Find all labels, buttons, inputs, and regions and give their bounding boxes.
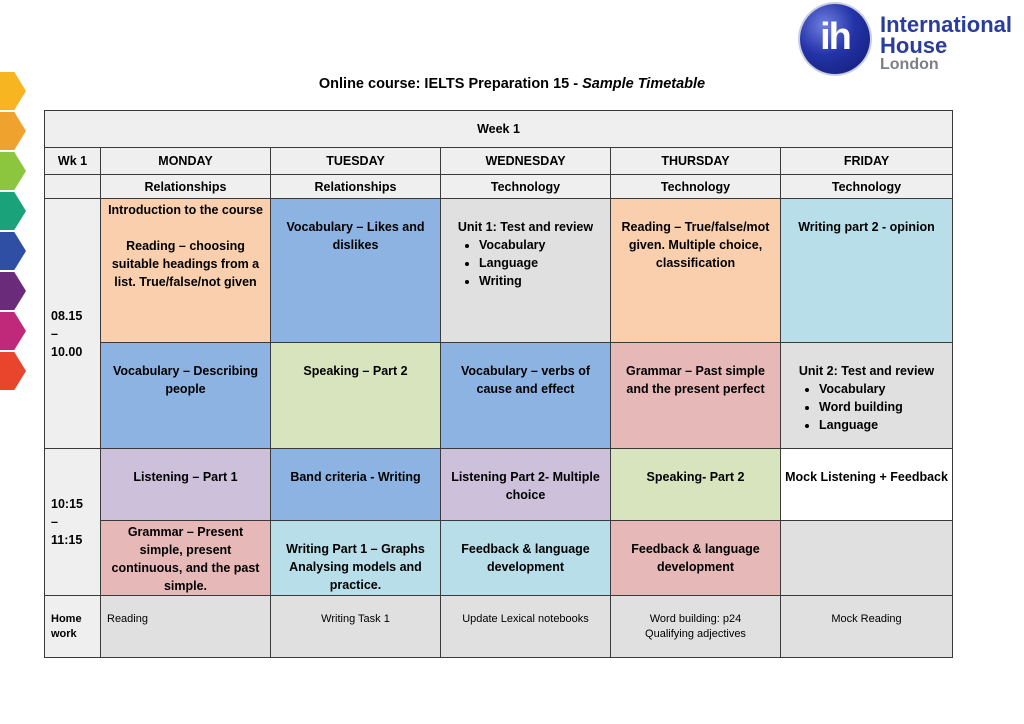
homework-label: [45, 596, 101, 658]
title-main: Online course: IELTS Preparation 15 -: [318, 76, 583, 92]
lesson-wed-1-title: Unit 1: Test and review: [457, 220, 594, 234]
lesson-tue-4: Writing Part 1 – Graphs Analysing models and practice.: [271, 521, 441, 596]
list-item: • Language: [479, 254, 606, 272]
day-monday: MONDAY: [101, 148, 271, 175]
lesson-fri-4: [781, 521, 953, 596]
homework-thu: [611, 596, 781, 658]
chevron-red: [0, 352, 26, 390]
theme-thursday: Technology: [611, 175, 781, 199]
chevron-blue: [0, 232, 26, 270]
homework-row: [45, 596, 953, 658]
time-slot-2-start: 10:15: [51, 497, 83, 511]
lesson-mon-3: Listening – Part 1: [101, 449, 271, 521]
lesson-tue-2: Speaking – Part 2: [271, 343, 441, 449]
lesson-fri-1: Writing part 2 - opinion: [781, 199, 953, 343]
list-item: • Language: [819, 416, 948, 434]
chevron-teal: [0, 192, 26, 230]
time-slot-2-dash: –: [51, 515, 58, 529]
lesson-thu-4: Feedback & language development: [611, 521, 781, 596]
list-item: • Vocabulary: [479, 236, 606, 254]
day-header-row: [45, 148, 953, 175]
international-house-logo: [800, 4, 1020, 76]
theme-row: [45, 175, 953, 199]
time-slot-1-end: 10.00: [51, 345, 83, 359]
lesson-mon-2: Vocabulary – Describing people: [101, 343, 271, 449]
logo-mark: ih: [820, 16, 850, 58]
slot1-row2: [45, 343, 953, 449]
homework-label-2: work: [51, 628, 77, 640]
lesson-mon-1-b: Reading – choosing suitable headings from a list. True/false/not given: [111, 239, 260, 289]
lesson-mon-1: [101, 199, 271, 343]
week-row: [45, 111, 953, 148]
chevron-purple: [0, 272, 26, 310]
homework-fri: Mock Reading: [781, 596, 953, 658]
list-item: • Writing: [479, 272, 606, 290]
homework-thu-2: Qualifying adjectives: [645, 628, 746, 640]
lesson-fri-2-title: Unit 2: Test and review: [798, 364, 935, 378]
time-slot-2: [45, 449, 101, 596]
theme-tuesday: Relationships: [271, 175, 441, 199]
title-italic: Sample Timetable: [582, 76, 706, 92]
lesson-mon-1-a: Introduction to the course: [108, 203, 263, 217]
lesson-thu-1: Reading – True/false/mot given. Multiple choice, classification: [611, 199, 781, 343]
lesson-wed-1: [441, 199, 611, 343]
logo-line-2: House: [880, 33, 948, 58]
page-title: [0, 76, 1024, 92]
lesson-fri-2: [781, 343, 953, 449]
lesson-fri-2-list: [785, 380, 948, 434]
lesson-tue-1: Vocabulary – Likes and dislikes: [271, 199, 441, 343]
corner-cell: Wk 1: [45, 148, 101, 175]
lesson-wed-2: Vocabulary – verbs of cause and effect: [441, 343, 611, 449]
lesson-fri-3: Mock Listening + Feedback: [781, 449, 953, 521]
homework-thu-1: Word building: p24: [649, 613, 742, 625]
homework-wed: Update Lexical notebooks: [441, 596, 611, 658]
day-friday: FRIDAY: [781, 148, 953, 175]
day-thursday: THURSDAY: [611, 148, 781, 175]
lesson-wed-1-list: [445, 236, 606, 290]
list-item: • Word building: [819, 398, 948, 416]
day-wednesday: WEDNESDAY: [441, 148, 611, 175]
day-tuesday: TUESDAY: [271, 148, 441, 175]
theme-blank: [45, 175, 101, 199]
timetable: [44, 110, 953, 658]
theme-monday: Relationships: [101, 175, 271, 199]
theme-friday: Technology: [781, 175, 953, 199]
slot2-row1: [45, 449, 953, 521]
logo-emblem: [800, 4, 870, 74]
lesson-thu-2: Grammar – Past simple and the present perfect: [611, 343, 781, 449]
slot1-row1: [45, 199, 953, 343]
lesson-tue-3: Band criteria - Writing: [271, 449, 441, 521]
line-gap: [105, 219, 266, 237]
logo-line-3: London: [880, 56, 939, 73]
logo-wordmark: [880, 14, 1012, 74]
homework-mon: Reading: [101, 596, 271, 658]
lesson-mon-4: Grammar – Present simple, present continuous, and the past simple.: [101, 521, 271, 596]
logo-line-1: International: [880, 12, 1013, 37]
slot2-row2: [45, 521, 953, 596]
theme-wednesday: Technology: [441, 175, 611, 199]
chevron-magenta: [0, 312, 26, 350]
decorative-chevron-strip: [0, 72, 28, 417]
homework-tue: Writing Task 1: [271, 596, 441, 658]
time-slot-1: [45, 199, 101, 449]
chevron-green: [0, 152, 26, 190]
time-slot-1-start: 08.15: [51, 309, 83, 323]
chevron-orange: [0, 112, 26, 150]
week-heading: Week 1: [45, 111, 953, 148]
list-item: • Vocabulary: [819, 380, 948, 398]
lesson-wed-4: Feedback & language development: [441, 521, 611, 596]
time-slot-2-end: 11:15: [51, 533, 83, 547]
homework-label-1: Home: [51, 613, 82, 625]
lesson-wed-3: Listening Part 2- Multiple choice: [441, 449, 611, 521]
time-slot-1-dash: –: [51, 327, 58, 341]
lesson-thu-3: Speaking- Part 2: [611, 449, 781, 521]
